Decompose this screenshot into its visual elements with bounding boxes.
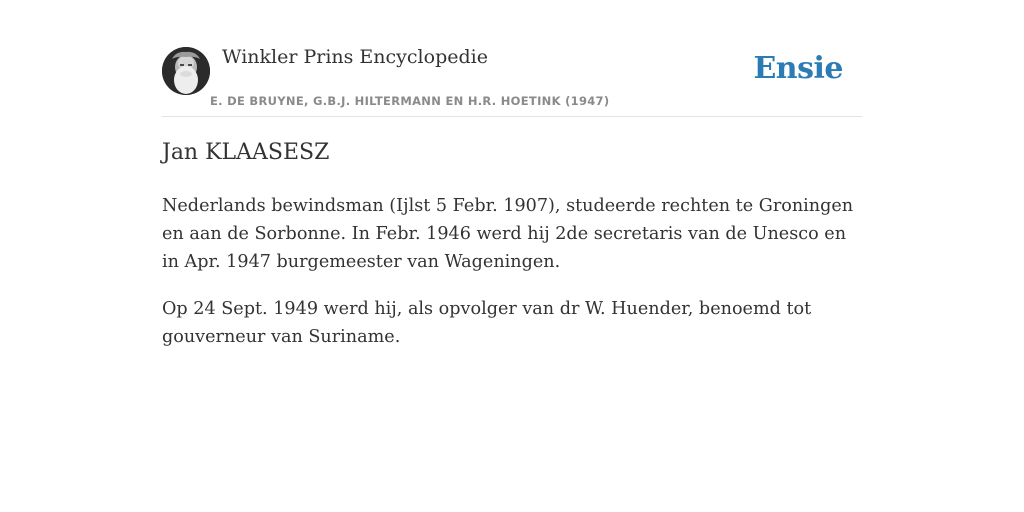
entry-title: Jan KLAASESZ [162, 140, 330, 165]
paragraph: Op 24 Sept. 1949 werd hij, als opvolger van dr W. Huender, benoemd tot gouverneur van Suriname. [162, 299, 812, 347]
page [162, 0, 862, 347]
bearded-man-portrait-icon[interactable] [162, 47, 210, 95]
book-title[interactable]: Winkler Prins Encyclopedie [222, 46, 488, 68]
brand-logo[interactable]: Ensie [753, 51, 843, 86]
header [162, 0, 862, 117]
paragraph: Nederlands bewindsman (Ijlst 5 Febr. 1907), studeerde rechten te Groningen en aan de Sorbonne. In Febr. 1946 werd hij 2de secretaris van de Unesco en in Apr. 1947 burgemeester van Wageningen. [162, 196, 854, 272]
authors: E. DE BRUYNE, G.B.J. HILTERMANN EN H.R. HOETINK (1947) [210, 94, 610, 108]
entry-content [162, 192, 862, 370]
